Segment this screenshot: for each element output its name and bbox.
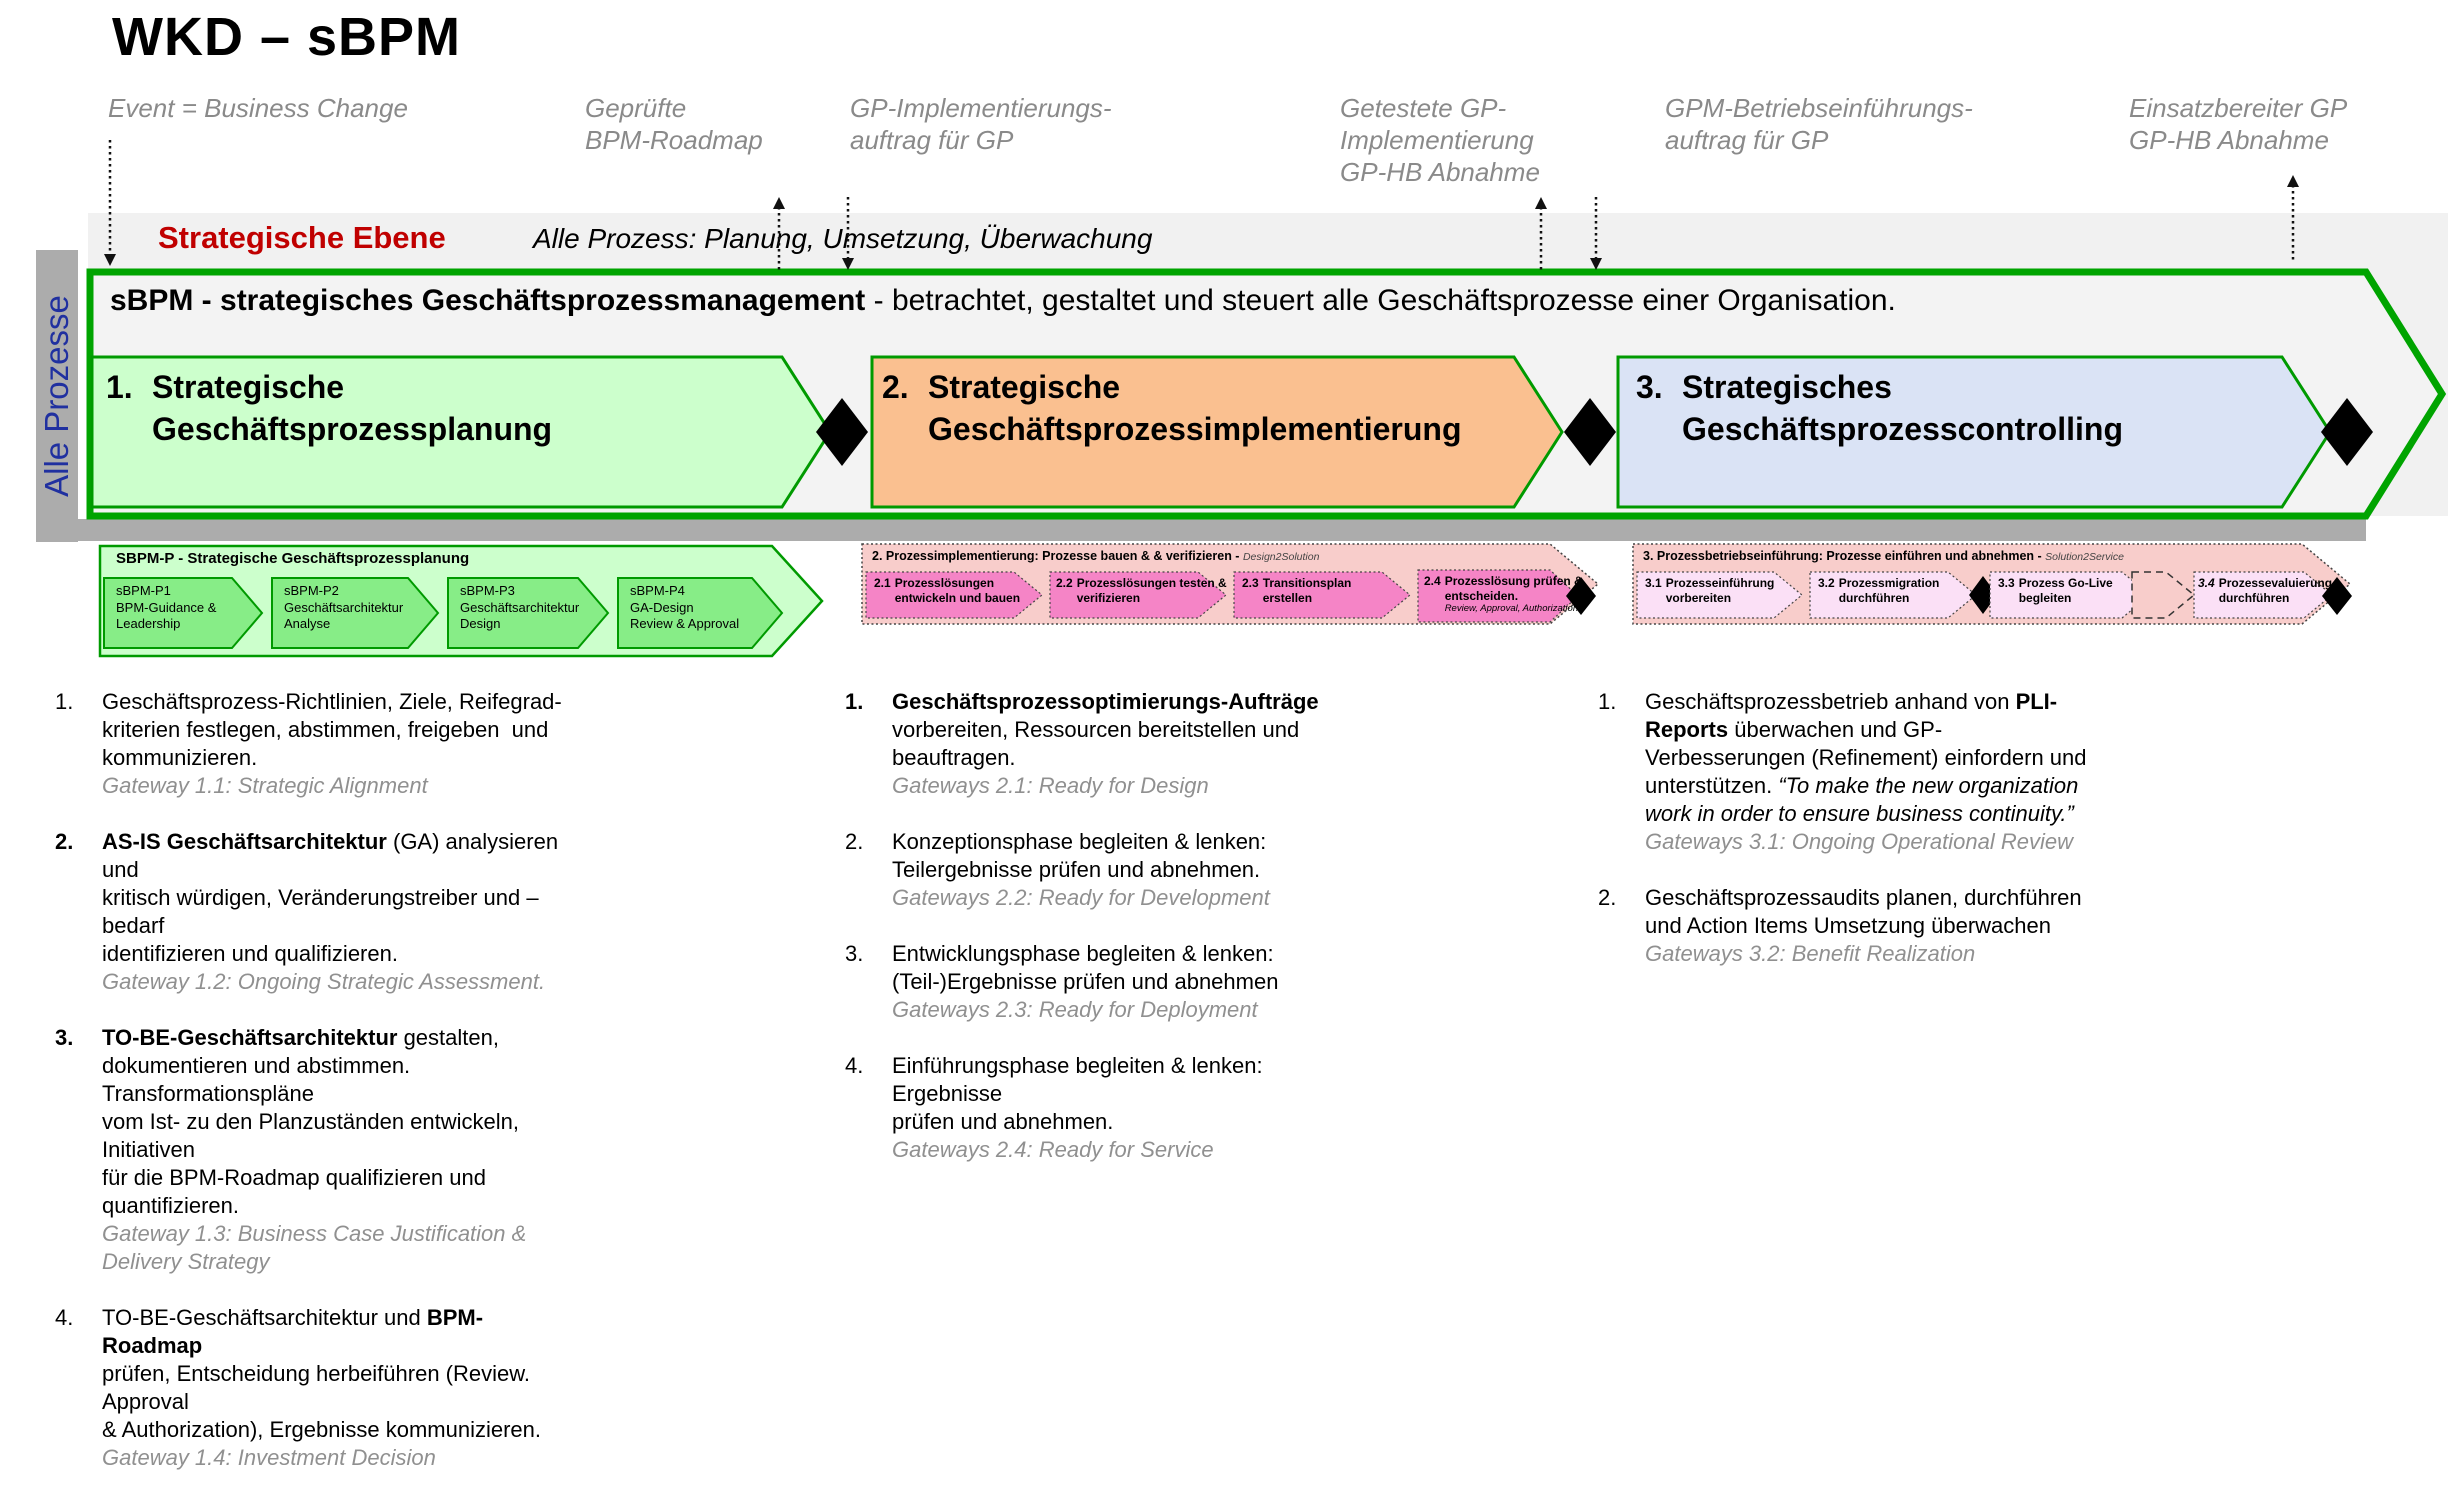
main-arrow-title-bold: sBPM - strategisches Geschäftsprozessmanagement xyxy=(110,284,866,317)
ready-gp-label: Einsatzbereiter GP GP-HB Abnahme xyxy=(2129,93,2348,155)
activity-item xyxy=(1598,884,2123,968)
phase-3-activities-column xyxy=(1598,688,2123,996)
band3-step3-label: 3.3 Prozess Go-Live begleiten xyxy=(1998,576,2113,605)
activity-item xyxy=(845,940,1370,1024)
activity-number: 4. xyxy=(55,1305,74,1330)
activity-number: 3. xyxy=(845,941,864,966)
tested-implementation-arrow-up xyxy=(1535,197,1547,270)
band1-step2-label: sBPM-P2 Geschäftsarchitektur Analyse xyxy=(284,583,404,631)
activity-item xyxy=(845,1052,1370,1164)
activity-number: 1. xyxy=(55,689,74,714)
activity-number: 3. xyxy=(55,1025,74,1050)
band3-step4-label: 3.4 Prozessevaluierung durchführen xyxy=(2198,576,2333,605)
activity-text: TO-BE-Geschäftsarchitektur gestalten, dokumentieren und abstimmen. Transformationspläne vom Ist- zu den Planzuständen entwickeln, Initiativen für die BPM-Roadmap qualifizieren und quantifizieren. Gateway 1.3: Business Case Justification & Delivery Strategy xyxy=(102,1025,527,1274)
activity-item xyxy=(55,1024,580,1276)
strategic-level-subtitle: Alle Prozess: Planung, Umsetzung, Überwachung xyxy=(533,223,1153,254)
phase-1-label: 1. Strategische Geschäftsprozessplanung xyxy=(106,369,553,447)
band2-step3-label: 2.3 Transitionsplan erstellen xyxy=(1242,576,1352,605)
tested-implementation-label: Getestete GP- Implementierung GP-HB Abnahme xyxy=(1340,93,1540,187)
activity-number: 2. xyxy=(55,829,74,854)
activity-number: 1. xyxy=(1598,689,1617,714)
implementation-order-arrow-down xyxy=(842,197,854,270)
band2-step2-label: 2.2 Prozesslösungen testen & verifizieren xyxy=(1056,576,1227,605)
event-label: Event = Business Change xyxy=(108,93,408,123)
main-arrow-title xyxy=(110,284,1896,318)
activity-text: AS-IS Geschäftsarchitektur (GA) analysieren und kritisch würdigen, Veränderungstreiber und –bedarf identifizieren und qualifizieren. Gateway 1.2: Ongoing Strategic Assessment. xyxy=(102,829,559,994)
activity-text: Einführungsphase begleiten & lenken: Ergebnisse prüfen und abnehmen. Gateways 2.4: Ready for Service xyxy=(892,1053,1263,1162)
band1-step3-label: sBPM-P3 Geschäftsarchitektur Design xyxy=(460,583,580,631)
band2-step4-label: 2.4 Prozesslösung prüfen & entscheiden. Review, Approval, Authorization xyxy=(1424,574,1583,614)
activity-number: 1. xyxy=(845,689,864,714)
activity-text: Geschäftsprozessbetrieb anhand von PLI- Reports überwachen und GP- Verbesserungen (Refinement) einfordern und unterstützen. “To make the new organization work in order to ensure business continuity.” Gateways 3.1: Ongoing Operational Review xyxy=(1645,689,2087,854)
activity-number: 2. xyxy=(845,829,864,854)
activity-item xyxy=(55,688,580,800)
band3-step2-label: 3.2 Prozessmigration durchführen xyxy=(1818,576,1940,605)
ready-gp-arrow-up xyxy=(2287,175,2299,262)
activity-item xyxy=(55,1304,580,1472)
band2-header: 2. Prozessimplementierung: Prozesse bauen & & verifizieren - Design2Solution xyxy=(872,549,1320,563)
activity-text: Entwicklungsphase begleiten & lenken: (Teil-)Ergebnisse prüfen und abnehmen Gateways 2.3: Ready for Deployment xyxy=(892,941,1279,1022)
checked-roadmap-label: Geprüfte BPM-Roadmap xyxy=(585,93,763,155)
strategic-level-heading: Strategische Ebene xyxy=(158,220,446,255)
activity-item xyxy=(55,828,580,996)
roadmap-arrow-up xyxy=(773,197,785,270)
band3-header: 3. Prozessbetriebseinführung: Prozesse einführen und abnehmen - Solution2Service xyxy=(1643,549,2124,563)
phase-2-activities-column xyxy=(845,688,1370,1192)
activity-item xyxy=(1598,688,2123,856)
activity-text: TO-BE-Geschäftsarchitektur und BPM-Roadmap prüfen, Entscheidung herbeiführen (Review. Approval & Authorization), Ergebnisse kommunizieren. Gateway 1.4: Investment Decision xyxy=(102,1305,541,1470)
band2-step1-label: 2.1 Prozesslösungen entwickeln und bauen xyxy=(874,576,1021,605)
operations-order-arrow-down xyxy=(1590,197,1602,270)
phase-2-label: 2. Strategische Geschäftsprozessimplementierung xyxy=(882,369,1462,447)
implementation-order-label: GP-Implementierungs- auftrag für GP xyxy=(850,93,1112,155)
band1-header: SBPM-P - Strategische Geschäftsprozessplanung xyxy=(116,550,470,567)
activity-text: Geschäftsprozessoptimierungs-Aufträge vorbereiten, Ressourcen bereitstellen und beauftragen. Gateways 2.1: Ready for Design xyxy=(892,689,1319,798)
activity-text: Geschäftsprozessaudits planen, durchführen und Action Items Umsetzung überwachen Gateways 3.2: Benefit Realization xyxy=(1645,885,2082,966)
activity-item xyxy=(845,828,1370,912)
band3-step1-label: 3.1 Prozesseinführung vorbereiten xyxy=(1645,576,1775,605)
band1-step4-label: sBPM-P4 GA-Design Review & Approval xyxy=(630,583,740,631)
operations-order-label: GPM-Betriebseinführungs- auftrag für GP xyxy=(1665,93,1973,155)
main-arrow-title-rest: - betrachtet, gestaltet und steuert alle Geschäftsprozesse einer Organisation. xyxy=(865,284,1896,317)
activity-number: 2. xyxy=(1598,885,1617,910)
activity-number: 4. xyxy=(845,1053,864,1078)
activity-text: Geschäftsprozess-Richtlinien, Ziele, Reifegrad- kriterien festlegen, abstimmen, freigeben und kommunizieren. Gateway 1.1: Strategic Alignment xyxy=(102,689,562,798)
phase-1-activities-column xyxy=(55,688,580,1500)
all-processes-label: Alle Prozesse xyxy=(38,295,76,497)
phase-3-label: 3. Strategisches Geschäftsprozesscontrolling xyxy=(1636,369,2123,447)
activity-item xyxy=(845,688,1370,800)
band1-step1-label: sBPM-P1 BPM-Guidance & Leadership xyxy=(116,583,217,631)
event-arrow-down xyxy=(104,140,116,266)
page-title: WKD – sBPM xyxy=(112,7,462,67)
activity-text: Konzeptionsphase begleiten & lenken: Teilergebnisse prüfen und abnehmen. Gateways 2.2: Ready for Development xyxy=(892,829,1270,910)
